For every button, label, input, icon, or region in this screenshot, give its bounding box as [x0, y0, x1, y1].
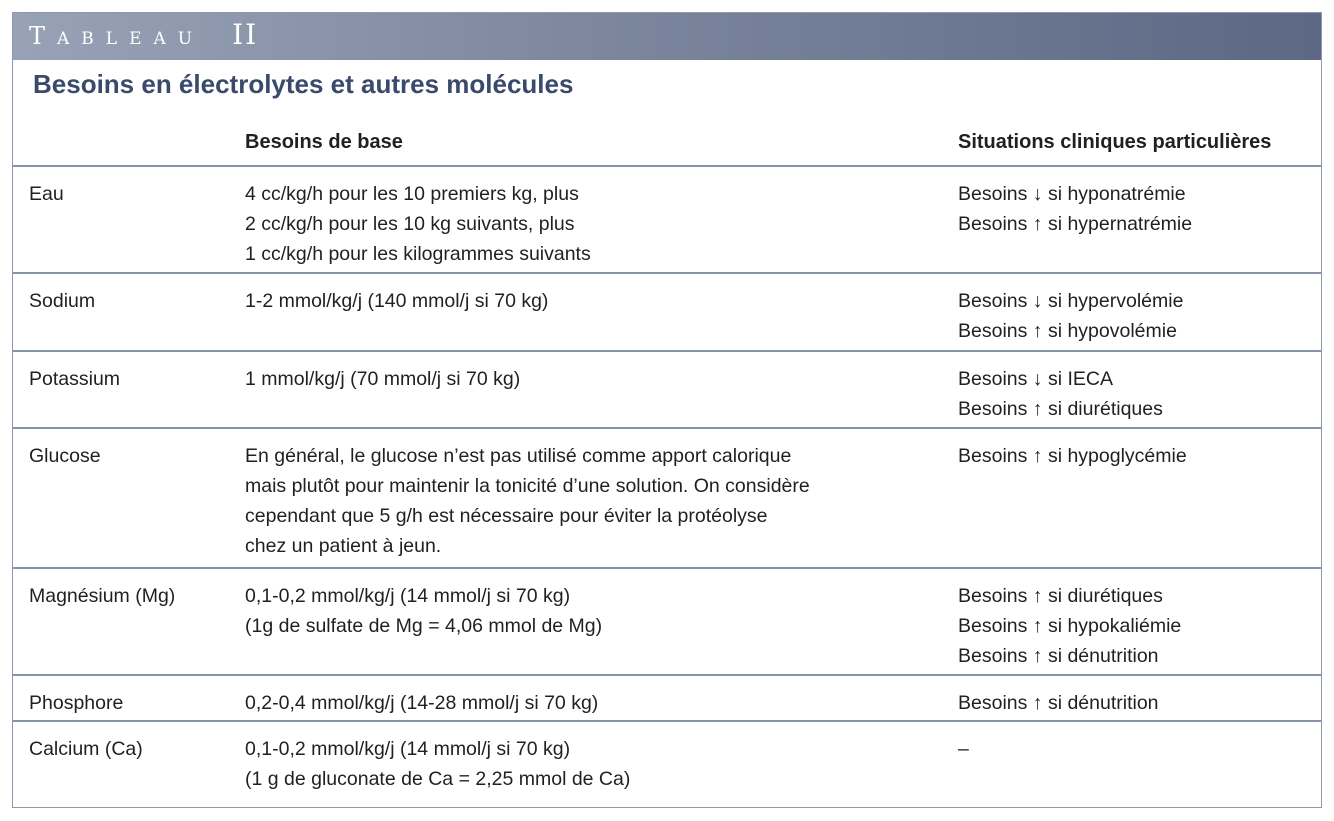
clinical-situation-line: Besoins ↑ si hypernatrémie [958, 213, 1193, 235]
base-needs-line: En général, le glucose n’est pas utilisé comme apport calorique [245, 445, 792, 467]
clinical-situation-line: Besoins ↑ si diurétiques [958, 585, 1163, 607]
table-number-label [29, 18, 258, 51]
base-needs-line: (1g de sulfate de Mg = 4,06 mmol de Mg) [245, 615, 603, 637]
base-needs-line: 1-2 mmol/kg/j (140 mmol/j si 70 kg) [245, 290, 549, 312]
banner-number: II [232, 18, 259, 51]
row-label: Eau [29, 183, 64, 205]
base-needs-line: chez un patient à jeun. [245, 535, 442, 557]
table-frame [12, 12, 1322, 808]
table-row [13, 676, 1321, 722]
clinical-situation-line: Besoins ↓ si hypervolémie [958, 290, 1184, 312]
base-needs-cell [245, 734, 630, 794]
clinical-situation-line: Besoins ↓ si IECA [958, 368, 1113, 390]
table-row [13, 429, 1321, 569]
clinical-situation-line: Besoins ↑ si hypovolémie [958, 320, 1177, 342]
clinical-situation-line: Besoins ↑ si diurétiques [958, 398, 1163, 420]
header-base-needs: Besoins de base [245, 131, 403, 153]
row-label: Glucose [29, 445, 101, 467]
table-row [13, 722, 1321, 807]
table-row [13, 352, 1321, 429]
base-needs-line: 4 cc/kg/h pour les 10 premiers kg, plus [245, 183, 579, 205]
table-row [13, 274, 1321, 352]
row-label: Magnésium (Mg) [29, 585, 176, 607]
base-needs-line: 1 mmol/kg/j (70 mmol/j si 70 kg) [245, 368, 521, 390]
base-needs-cell [245, 179, 591, 269]
clinical-situation-line: Besoins ↑ si dénutrition [958, 645, 1159, 667]
table-header [13, 131, 1321, 167]
row-label: Calcium (Ca) [29, 738, 143, 760]
base-needs-line: 0,1-0,2 mmol/kg/j (14 mmol/j si 70 kg) [245, 738, 571, 760]
base-needs-line: (1 g de gluconate de Ca = 2,25 mmol de Ca) [245, 768, 631, 790]
base-needs-cell [245, 581, 602, 641]
base-needs-cell [245, 364, 520, 394]
base-needs-line: mais plutôt pour maintenir la tonicité d’une solution. On considère [245, 475, 810, 497]
clinical-situations-cell [958, 734, 969, 764]
clinical-situation-line: Besoins ↑ si hypoglycémie [958, 445, 1187, 467]
base-needs-cell [245, 286, 548, 316]
banner-word: Tableau [29, 22, 205, 50]
clinical-situations-cell [958, 364, 1163, 424]
clinical-situation-line: Besoins ↓ si hyponatrémie [958, 183, 1186, 205]
row-label: Sodium [29, 290, 96, 312]
table-banner [13, 13, 1321, 60]
header-clinical-situations: Situations cliniques particulières [958, 131, 1272, 153]
clinical-situations-cell [958, 688, 1159, 718]
clinical-situation-line: – [958, 738, 969, 760]
row-label: Potassium [29, 368, 121, 390]
clinical-situations-cell [958, 441, 1187, 471]
table-row [13, 167, 1321, 274]
base-needs-line: 0,1-0,2 mmol/kg/j (14 mmol/j si 70 kg) [245, 585, 571, 607]
table-title: Besoins en électrolytes et autres molécules [33, 69, 574, 99]
clinical-situations-cell [958, 179, 1192, 239]
clinical-situation-line: Besoins ↑ si dénutrition [958, 692, 1159, 714]
base-needs-cell [245, 688, 598, 718]
base-needs-cell [245, 441, 810, 561]
clinical-situations-cell [958, 581, 1181, 671]
table-row [13, 569, 1321, 676]
base-needs-line: 0,2-0,4 mmol/kg/j (14-28 mmol/j si 70 kg) [245, 692, 599, 714]
base-needs-line: cependant que 5 g/h est nécessaire pour éviter la protéolyse [245, 505, 768, 527]
base-needs-line: 2 cc/kg/h pour les 10 kg suivants, plus [245, 213, 575, 235]
clinical-situations-cell [958, 286, 1183, 346]
clinical-situation-line: Besoins ↑ si hypokaliémie [958, 615, 1182, 637]
base-needs-line: 1 cc/kg/h pour les kilogrammes suivants [245, 243, 591, 265]
row-label: Phosphore [29, 692, 124, 714]
